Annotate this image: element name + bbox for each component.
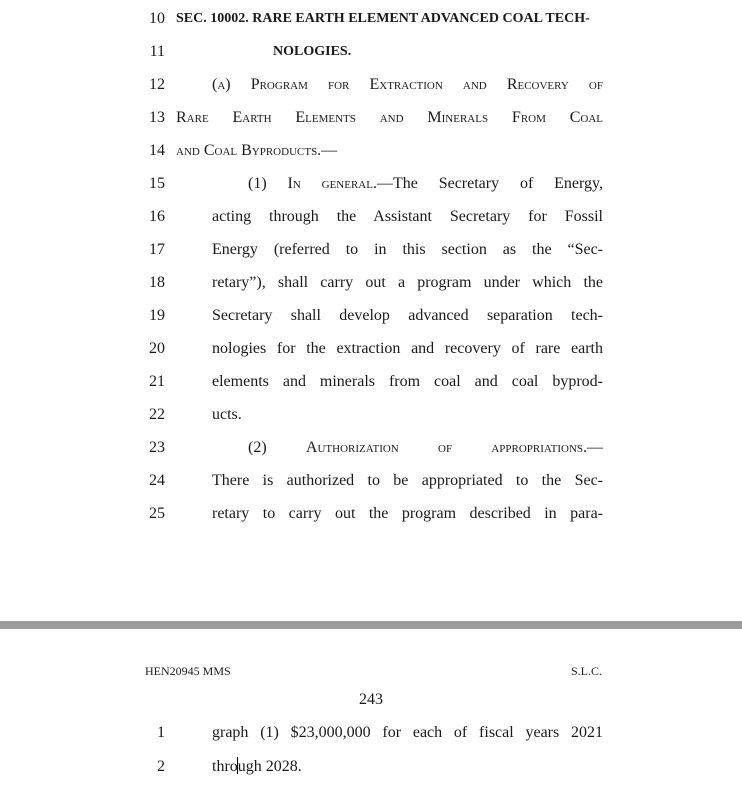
body-text: Secretary shall develop advanced separation tech- <box>212 307 603 324</box>
line-number: 21 <box>149 373 165 390</box>
body-text: retary to carry out the program described in para- <box>212 505 603 522</box>
line-17 <box>0 233 742 266</box>
line-number: 22 <box>149 406 165 423</box>
line-number: 24 <box>149 472 165 489</box>
paragraph-1-heading <box>248 167 603 200</box>
line-number: 2 <box>157 758 165 775</box>
line-24 <box>0 464 742 497</box>
line-number: 16 <box>149 208 165 225</box>
body-text: Energy (referred to in this section as the “Sec- <box>212 241 603 258</box>
line-number: 20 <box>149 340 165 357</box>
line-22 <box>0 398 742 431</box>
subsection-heading-end: and Coal Byproducts.— <box>176 142 338 159</box>
line-number: 1 <box>157 724 165 741</box>
body-text: acting through the Assistant Secretary for Fossil <box>212 208 603 225</box>
body-text: nologies for the extraction and recovery of rare earth <box>212 340 603 357</box>
section-heading: SEC. 10002. RARE EARTH ELEMENT ADVANCED COAL TECH- <box>176 11 590 26</box>
body-text: ucts. <box>212 406 242 423</box>
body-text: retary”), shall carry out a program under which the <box>212 274 603 291</box>
line-number: 17 <box>149 241 165 258</box>
paragraph-2-heading <box>248 431 603 464</box>
line-number: 15 <box>149 175 165 192</box>
para-text: .—The Secretary of Energy, <box>372 175 604 192</box>
line-13 <box>0 101 742 134</box>
line-16 <box>0 200 742 233</box>
text-before-cursor: thro <box>212 758 238 775</box>
doc-id-header: HEN20945 MMS <box>145 664 231 678</box>
subsection-heading-cont: Rare Earth Elements and Minerals From Coal <box>176 109 603 126</box>
line-number: 10 <box>149 10 165 27</box>
para-title: Authorization of appropriations <box>305 439 584 456</box>
line-number: 14 <box>149 142 165 159</box>
para-title: In general <box>287 175 373 192</box>
line-number: 19 <box>149 307 165 324</box>
para-label: (1) <box>248 175 288 192</box>
line-number: 23 <box>149 439 165 456</box>
subsection-heading: (a) Program for Extraction and Recovery of <box>212 76 603 93</box>
line-1 <box>0 716 742 749</box>
line-18 <box>0 266 742 299</box>
text-after-cursor: ugh 2028. <box>237 758 302 775</box>
line-15 <box>0 167 742 200</box>
line-number: 12 <box>149 76 165 93</box>
page-number: 243 <box>359 691 383 708</box>
line-11 <box>0 35 742 68</box>
page-divider <box>0 621 742 629</box>
body-text: There is authorized to be appropriated to the Sec- <box>212 472 603 489</box>
line-2 <box>0 750 742 783</box>
para-text: .— <box>583 439 604 456</box>
line-number: 11 <box>149 43 165 60</box>
body-text: graph (1) $23,000,000 for each of fiscal years 2021 <box>212 724 603 741</box>
body-text: elements and minerals from coal and coal byprod- <box>212 373 603 390</box>
line-12 <box>0 68 742 101</box>
line-23 <box>0 431 742 464</box>
line-21 <box>0 365 742 398</box>
body-text[interactable] <box>212 750 302 783</box>
line-number: 18 <box>149 274 165 291</box>
line-10 <box>0 2 742 35</box>
line-number: 13 <box>149 109 165 126</box>
section-heading-cont: NOLOGIES. <box>273 44 352 59</box>
line-20 <box>0 332 742 365</box>
line-25 <box>0 497 742 530</box>
para-label: (2) <box>248 439 306 456</box>
line-14 <box>0 134 742 167</box>
slc-header: S.L.C. <box>570 664 602 678</box>
line-19 <box>0 299 742 332</box>
line-number: 25 <box>149 505 165 522</box>
